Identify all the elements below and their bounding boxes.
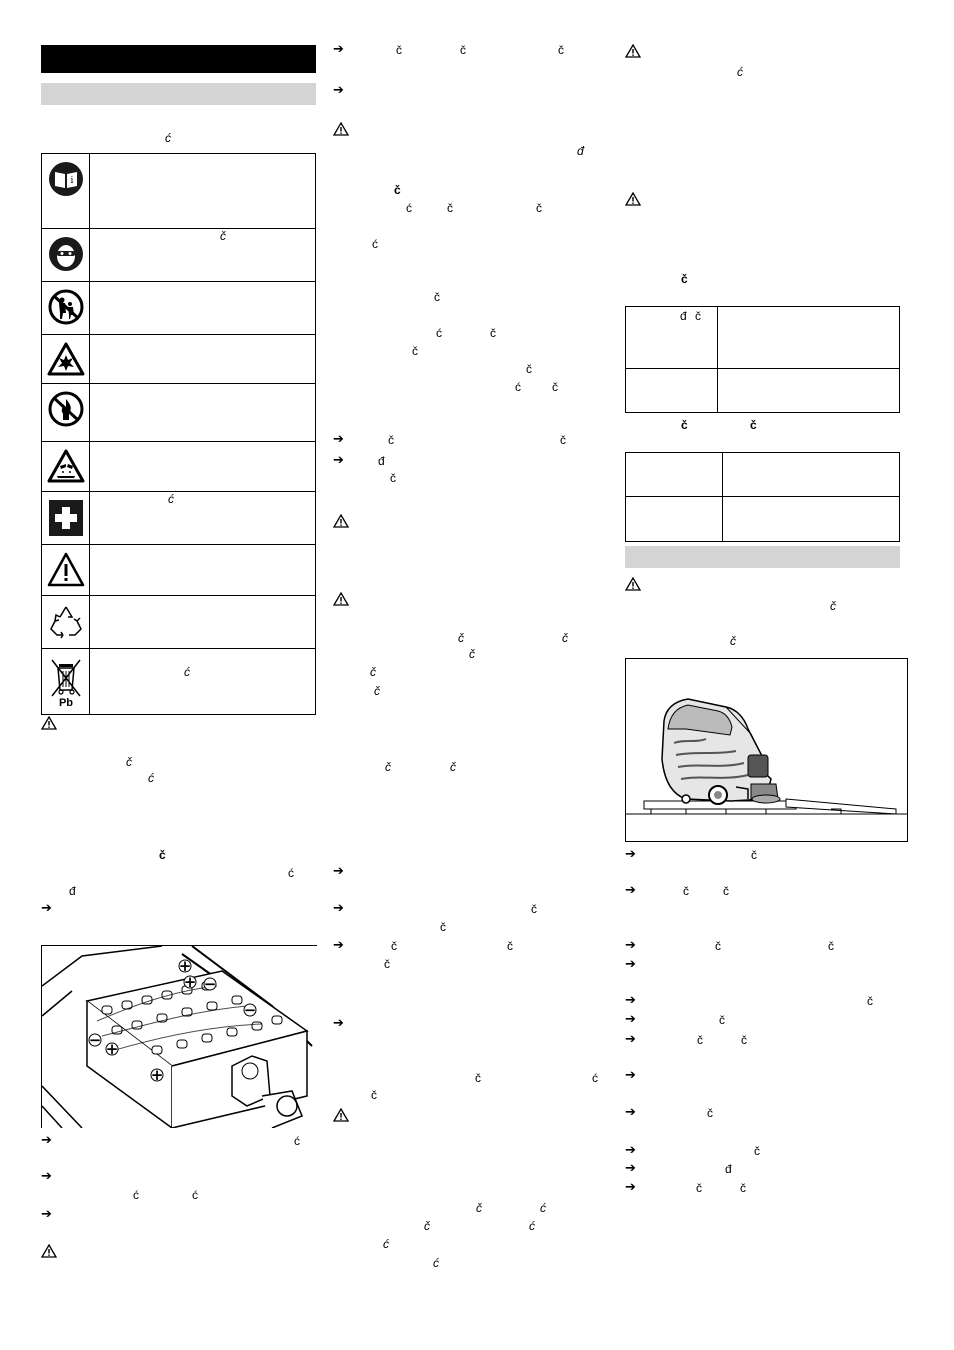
- glyph: ć: [383, 1237, 389, 1251]
- glyph: č: [440, 920, 446, 934]
- battery-polarity-label: +: [105, 1040, 119, 1058]
- glyph: ć: [406, 201, 412, 215]
- glyph: č: [507, 939, 513, 953]
- symbol-cell: [42, 649, 90, 715]
- symbol-description: [90, 492, 316, 545]
- glyph: č: [697, 1033, 703, 1047]
- symbol-description: [90, 649, 316, 715]
- battery-polarity-label: −: [243, 1001, 257, 1019]
- symbol-description: [90, 545, 316, 596]
- symbol-cell: [42, 384, 90, 442]
- glyph: č: [385, 760, 391, 774]
- glyph: č: [374, 684, 380, 698]
- glyph: č: [751, 848, 757, 862]
- glyph: č: [384, 957, 390, 971]
- table-cell: [723, 497, 900, 542]
- battery-illustration: [42, 946, 317, 1128]
- glyph: č: [126, 755, 132, 769]
- glyph: đ: [680, 309, 687, 323]
- glyph: č: [469, 647, 475, 661]
- warning-icon: [333, 592, 349, 606]
- glyph: ć: [133, 1188, 139, 1202]
- table-cell: [723, 453, 900, 497]
- symbol-description: [90, 442, 316, 492]
- glyph: č: [371, 1088, 377, 1102]
- glyph: č: [830, 599, 836, 613]
- crossed-bin-pb-icon: [48, 656, 84, 708]
- glyph: č: [754, 1144, 760, 1158]
- arrow-bullet: ➔: [333, 1016, 344, 1031]
- glyph: č: [220, 229, 226, 243]
- arrow-bullet: ➔: [41, 1207, 52, 1222]
- battery-polarity-label: +: [183, 973, 197, 991]
- arrow-bullet: ➔: [625, 1180, 636, 1195]
- arrow-bullet: ➔: [333, 453, 344, 468]
- glyph: đ: [577, 144, 584, 158]
- glyph: č: [394, 183, 401, 197]
- symbol-cell: [42, 335, 90, 384]
- symbol-description: [90, 154, 316, 229]
- symbol-cell: [42, 442, 90, 492]
- symbol-cell: [42, 229, 90, 282]
- symbol-description: [90, 229, 316, 282]
- glyph: č: [536, 201, 542, 215]
- glyph: ć: [592, 1071, 598, 1085]
- glyph: ć: [540, 1201, 546, 1215]
- glyph: č: [867, 994, 873, 1008]
- glyph: č: [475, 1071, 481, 1085]
- read-manual-icon: [48, 161, 84, 197]
- section-header-bar: [41, 45, 316, 73]
- table-cell: [718, 307, 900, 369]
- table-cell: [626, 453, 723, 497]
- table-cell: [626, 307, 718, 369]
- warning-icon: [625, 577, 641, 591]
- glyph: ć: [288, 866, 294, 880]
- glyph: ć: [436, 326, 442, 340]
- table-cell: [626, 497, 723, 542]
- symbol-cell: [42, 492, 90, 545]
- glyph: č: [681, 418, 688, 432]
- symbol-cell: [42, 545, 90, 596]
- battery-figure: [41, 945, 317, 1128]
- subsection-header-bar: [625, 546, 900, 568]
- first-aid-icon: [48, 499, 84, 537]
- arrow-bullet: ➔: [333, 938, 344, 953]
- arrow-bullet: ➔: [625, 993, 636, 1008]
- eye-protection-icon: [48, 236, 84, 272]
- arrow-bullet: ➔: [625, 883, 636, 898]
- glyph: č: [450, 760, 456, 774]
- glyph: č: [696, 1181, 702, 1195]
- glyph: ć: [529, 1219, 535, 1233]
- arrow-bullet: ➔: [41, 901, 52, 916]
- glyph: č: [476, 1201, 482, 1215]
- glyph: č: [391, 939, 397, 953]
- arrow-bullet: ➔: [625, 1032, 636, 1047]
- svg-text:i: i: [70, 176, 73, 186]
- glyph: č: [526, 362, 532, 376]
- warning-icon: [333, 514, 349, 528]
- glyph: č: [458, 631, 464, 645]
- glyph: č: [741, 1033, 747, 1047]
- glyph: č: [730, 634, 736, 648]
- glyph: č: [396, 43, 402, 57]
- glyph: č: [828, 939, 834, 953]
- battery-polarity-label: +: [178, 957, 192, 975]
- glyph: č: [434, 290, 440, 304]
- glyph: č: [723, 884, 729, 898]
- symbol-description: [90, 335, 316, 384]
- arrow-bullet: ➔: [625, 847, 636, 862]
- symbol-cell: [42, 282, 90, 335]
- glyph: č: [370, 665, 376, 679]
- arrow-bullet: ➔: [41, 1133, 52, 1148]
- glyph: ć: [433, 1256, 439, 1270]
- glyph: č: [707, 1106, 713, 1120]
- arrow-bullet: ➔: [333, 864, 344, 879]
- arrow-bullet: ➔: [625, 1012, 636, 1027]
- machine-figure: [625, 658, 908, 842]
- table-cell: [718, 369, 900, 413]
- arrow-bullet: ➔: [625, 957, 636, 972]
- glyph: đ: [725, 1162, 732, 1176]
- table-cell: [626, 369, 718, 413]
- symbol-cell: [42, 596, 90, 649]
- symbol-description: [90, 384, 316, 442]
- recycling-icon: [47, 603, 85, 639]
- warning-icon: [625, 192, 641, 206]
- symbol-description: [90, 596, 316, 649]
- arrow-bullet: ➔: [625, 1161, 636, 1176]
- symbol-description: [90, 282, 316, 335]
- glyph: ć: [148, 771, 154, 785]
- glyph: č: [560, 433, 566, 447]
- arrow-bullet: ➔: [41, 1169, 52, 1184]
- glyph: đ: [378, 454, 385, 468]
- glyph: ć: [192, 1188, 198, 1202]
- glyph: č: [388, 433, 394, 447]
- glyph: č: [447, 201, 453, 215]
- glyph: ć: [372, 237, 378, 251]
- glyph: ć: [165, 131, 171, 145]
- data-table-1: [625, 306, 900, 413]
- arrow-bullet: ➔: [625, 1105, 636, 1120]
- glyph: ć: [737, 65, 743, 79]
- explosion-hazard-icon: [47, 342, 85, 376]
- arrow-bullet: ➔: [333, 42, 344, 57]
- warning-icon: [41, 716, 57, 730]
- glyph: č: [159, 848, 166, 862]
- glyph: ć: [168, 492, 174, 506]
- machine-illustration: [626, 659, 907, 841]
- glyph: č: [460, 43, 466, 57]
- glyph: đ: [69, 884, 76, 898]
- glyph: č: [412, 344, 418, 358]
- glyph: č: [424, 1219, 430, 1233]
- arrow-bullet: ➔: [333, 83, 344, 98]
- no-fire-icon: [48, 391, 84, 427]
- glyph: č: [558, 43, 564, 57]
- glyph: č: [552, 380, 558, 394]
- safety-symbols-table: [41, 153, 316, 715]
- glyph: č: [750, 418, 757, 432]
- glyph: č: [531, 902, 537, 916]
- glyph: č: [715, 939, 721, 953]
- corrosive-acid-icon: [47, 449, 85, 483]
- warning-icon: [625, 44, 641, 58]
- arrow-bullet: ➔: [333, 901, 344, 916]
- glyph: č: [490, 326, 496, 340]
- pb-label: Pb: [58, 697, 73, 708]
- warning-icon: [41, 1244, 57, 1258]
- glyph: č: [562, 631, 568, 645]
- glyph: č: [390, 471, 396, 485]
- arrow-bullet: ➔: [625, 938, 636, 953]
- glyph: č: [681, 272, 688, 286]
- general-warning-icon: [47, 552, 85, 588]
- battery-polarity-label: −: [88, 1031, 102, 1049]
- data-table-2: [625, 452, 900, 542]
- glyph: č: [695, 309, 701, 323]
- glyph: č: [740, 1181, 746, 1195]
- glyph: ć: [184, 665, 190, 679]
- symbol-cell: [42, 154, 90, 229]
- arrow-bullet: ➔: [333, 432, 344, 447]
- battery-polarity-label: +: [150, 1066, 164, 1084]
- warning-icon: [333, 1108, 349, 1122]
- arrow-bullet: ➔: [625, 1068, 636, 1083]
- glyph: ć: [294, 1134, 300, 1148]
- keep-children-away-icon: [48, 289, 84, 325]
- battery-polarity-label: −: [203, 975, 217, 993]
- glyph: č: [683, 884, 689, 898]
- warning-icon: [333, 122, 349, 136]
- glyph: ć: [515, 380, 521, 394]
- glyph: č: [719, 1013, 725, 1027]
- arrow-bullet: ➔: [625, 1143, 636, 1158]
- subsection-header-bar: [41, 83, 316, 105]
